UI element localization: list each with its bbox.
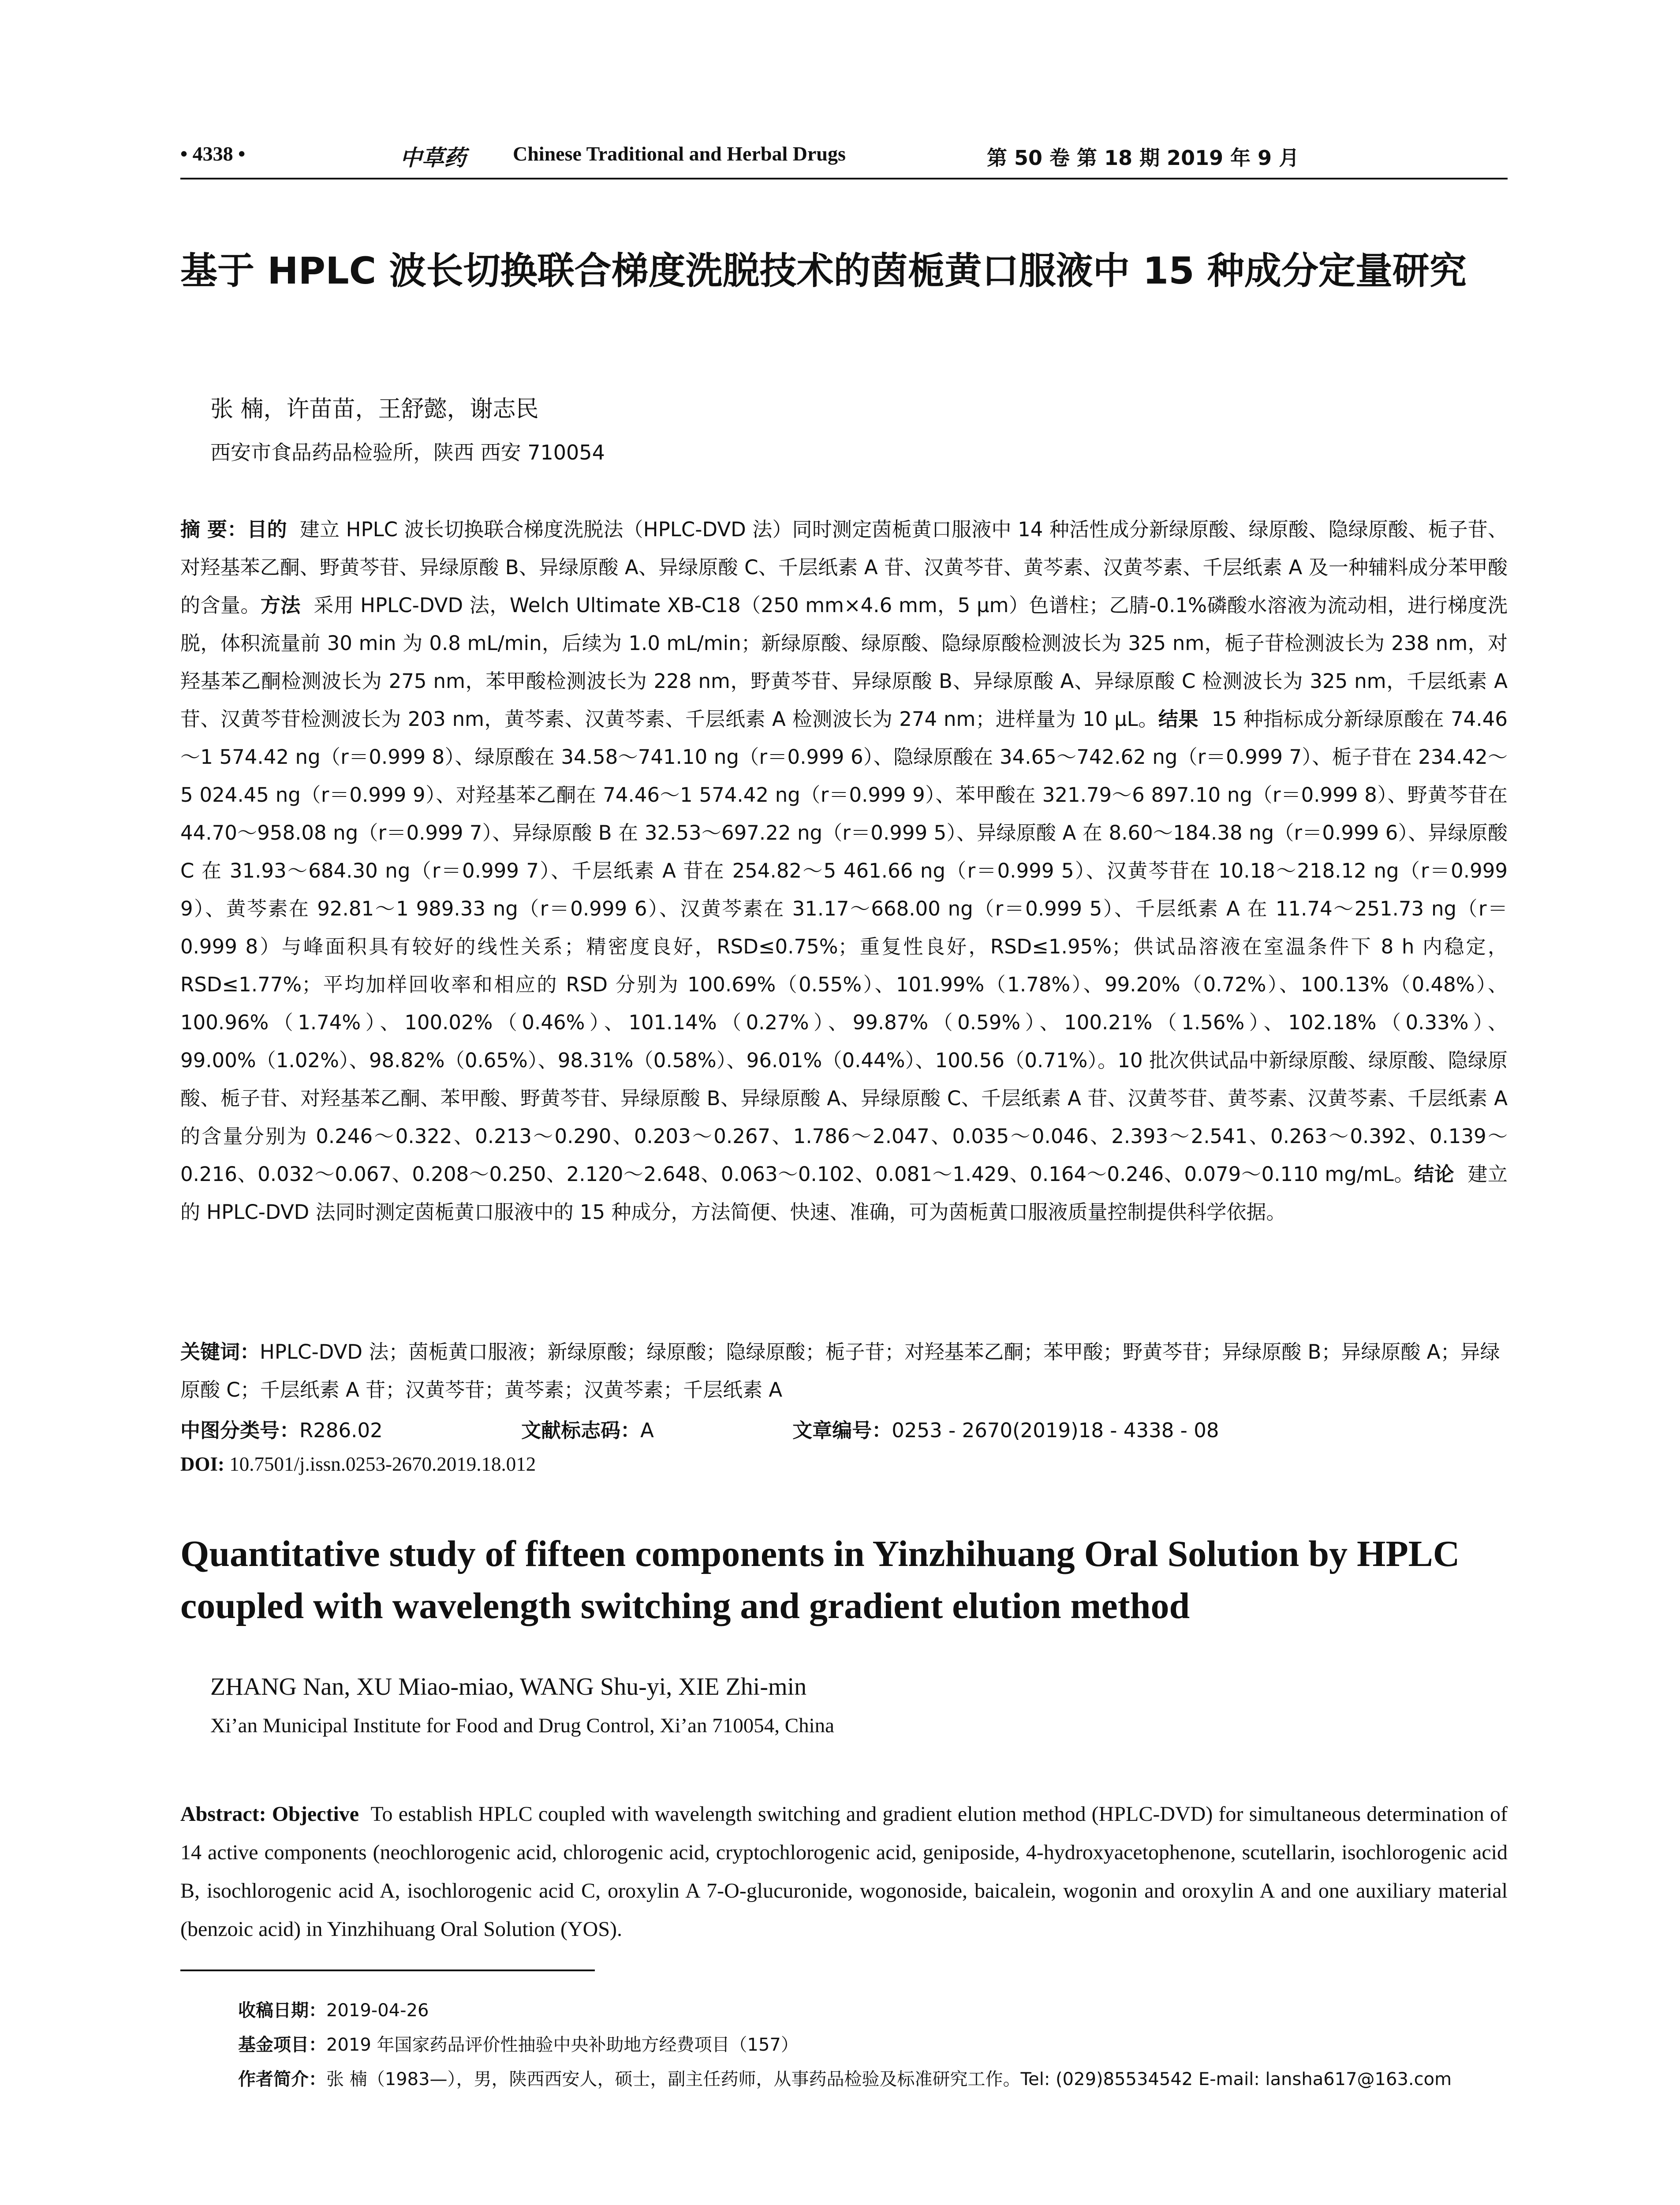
footnote-received	[238, 1993, 1508, 2028]
cn-result-label: 结果	[1158, 707, 1198, 731]
cn-classification	[180, 1414, 1351, 1443]
cn-objective: 建立 HPLC 波长切换联合梯度洗脱法（HPLC-DVD 法）同时测定茵栀黄口服液中 14 种活性成分新绿原酸、绿原酸、隐绿原酸、栀子苷、对羟基苯乙酮、野黄芩苷、异绿原酸 B、异绿原酸 A、异绿原酸 C、千层纸素 A 苷、汉黄芩苷、黄芩素、汉黄芩素、千层纸素 A 及一种辅料成分苯甲酸的含量。	[180, 518, 1508, 617]
fund-value: 2019 年国家药品评价性抽验中央补助地方经费项目（157）	[326, 2035, 799, 2055]
en-title: Quantitative study of fifteen components in Yinzhihuang Oral Solution by HPLC coupled with wavelength switching and gradient elution method	[180, 1533, 1460, 1626]
cn-result: 15 种指标成分新绿原酸在 74.46～1 574.42 ng（r＝0.999 8）、绿原酸在 34.58～741.10 ng（r＝0.999 6）、隐绿原酸在 34.65～742.62 ng（r＝0.999 7）、栀子苷在 234.42～5 024.45 ng（r＝0.999 9）、对羟基苯乙酮在 74.46～1 574.42 ng（r＝0.999 9）、苯甲酸在 321.79～6 897.10 ng（r＝0.999 8）、野黄芩苷在 44.70～958.08 ng（r＝0.999 7）、异绿原酸 B 在 32.53～697.22 ng（r＝0.999 5）、异绿原酸 A 在 8.60～184.38 ng（r＝0.999 6）、异绿原酸 C 在 31.93～684.30 ng（r＝0.999 7）、千层纸素 A 苷在 254.82～5 461.66 ng（r＝0.999 5）、汉黄芩苷在 10.18～218.12 ng（r＝0.999 9）、黄芩素在 92.81～1 989.33 ng（r＝0.999 6）、汉黄芩素在 31.17～668.00 ng（r＝0.999 5）、千层纸素 A 在 11.74～251.73 ng（r＝0.999 8）与峰面积具有较好的线性关系；精密度良好，RSD≤0.75%；重复性良好，RSD≤1.95%；供试品溶液在室温条件下 8 h 内稳定，RSD≤1.77%；平均加样回收率和相应的 RSD 分别为 100.69%（0.55%）、101.99%（1.78%）、99.20%（0.72%）、100.13%（0.48%）、100.96%（1.74%）、100.02%（0.46%）、101.14%（0.27%）、99.87%（0.59%）、100.21%（1.56%）、102.18%（0.33%）、99.00%（1.02%）、98.82%（0.65%）、98.31%（0.58%）、96.01%（0.44%）、100.56（0.71%）。10 批次供试品中新绿原酸、绿原酸、隐绿原酸、栀子苷、对羟基苯乙酮、苯甲酸、野黄芩苷、异绿原酸 B、异绿原酸 A、异绿原酸 C、千层纸素 A 苷、汉黄芩苷、黄芩素、汉黄芩素、千层纸素 A 的含量分别为 0.246～0.322、0.213～0.290、0.203～0.267、1.786～2.047、0.035～0.046、2.393～2.541、0.263～0.392、0.139～0.216、0.032～0.067、0.208～0.250、2.120～2.648、0.063～0.102、0.081～1.429、0.164～0.246、0.079～0.110 mg/mL。	[180, 707, 1508, 1186]
doc-code-group	[521, 1414, 720, 1443]
cn-method-label: 方法	[260, 594, 301, 617]
doc-code-value: A	[640, 1419, 654, 1442]
journal-logo: 中草药	[400, 145, 466, 171]
clc-label: 中图分类号：	[180, 1419, 300, 1442]
received-value: 2019-04-26	[326, 2000, 429, 2021]
page-number: • 4338 •	[180, 142, 246, 165]
doi-value[interactable]: 10.7501/j.issn.0253-2670.2019.18.012	[229, 1453, 536, 1475]
clc-value: R286.02	[299, 1419, 383, 1442]
cn-keywords	[180, 1333, 1508, 1409]
cn-abstract-label: 摘 要：	[180, 518, 247, 541]
author-value: 张 楠（1983—），男，陕西西安人，硕士，副主任药师，从事药品检验及标准研究工作。Tel: (029)85534542 E-mail: lansha617@163.com	[326, 2069, 1452, 2089]
en-abstract	[180, 1795, 1508, 1948]
article-no-group	[792, 1414, 1285, 1443]
en-authors: ZHANG Nan, XU Miao-miao, WANG Shu-yi, XIE Zhi-min	[210, 1673, 807, 1700]
article-no-value: 0253 - 2670(2019)18 - 4338 - 08	[892, 1419, 1219, 1442]
en-affiliation: Xi’an Municipal Institute for Food and Drug Control, Xi’an 710054, China	[210, 1714, 835, 1737]
en-abstract-label: Abstract:	[180, 1802, 266, 1826]
doi	[180, 1453, 536, 1476]
issue-info: 第 50 卷 第 18 期 2019 年 9 月	[987, 146, 1299, 170]
cn-conclusion-label: 结论	[1414, 1162, 1455, 1186]
footnote-fund	[238, 2028, 1508, 2062]
cn-abstract	[180, 511, 1508, 1231]
cn-objective-label: 目的	[247, 518, 287, 541]
journal-name: Chinese Traditional and Herbal Drugs	[513, 142, 846, 165]
cn-keywords-label: 关键词：	[180, 1340, 260, 1364]
cn-conclusion: 建立的 HPLC-DVD 法同时测定茵栀黄口服液中的 15 种成分，方法简便、快速、准确，可为茵栀黄口服液质量控制提供科学依据。	[180, 1162, 1508, 1224]
clc-group	[180, 1414, 449, 1443]
en-objective: To establish HPLC coupled with wavelength switching and gradient elution method (HPLC-DVD) for simultaneous determination of 14 active components (neochlorogenic acid, chlorogenic acid, cryptochlorogenic acid, geniposide, 4-hydroxyacetophenone, scutellarin, isochlorogenic acid B, isochlorogenic acid A, isochlorogenic acid C, oroxylin A 7-O-glucuronide, wogonoside, baicalein, wogonin and oroxylin A and one auxiliary material (benzoic acid) in Yinzhihuang Oral Solution (YOS).	[180, 1802, 1508, 1941]
footnote-author	[238, 2062, 1508, 2097]
doc-code-label: 文献标志码：	[521, 1419, 641, 1442]
fund-label: 基金项目：	[238, 2035, 326, 2055]
cn-title: 基于 HPLC 波长切换联合梯度洗脱技术的茵栀黄口服液中 15 种成分定量研究	[180, 249, 1467, 292]
en-objective-label: Objective	[272, 1802, 359, 1826]
received-label: 收稿日期：	[238, 2000, 326, 2021]
footnotes	[238, 1993, 1508, 2097]
header-rule	[180, 178, 1508, 179]
cn-method: 采用 HPLC-DVD 法，Welch Ultimate XB-C18（250 mm×4.6 mm，5 μm）色谱柱；乙腈-0.1%磷酸水溶液为流动相，进行梯度洗脱，体积流量前 30 min 为 0.8 mL/min，后续为 1.0 mL/min；新绿原酸、绿原酸、隐绿原酸检测波长为 325 nm，栀子苷检测波长为 238 nm，对羟基苯乙酮检测波长为 275 nm，苯甲酸检测波长为 228 nm，野黄芩苷、异绿原酸 B、异绿原酸 A、异绿原酸 C 检测波长为 325 nm，千层纸素 A 苷、汉黄芩苷检测波长为 203 nm，黄芩素、汉黄芩素、千层纸素 A 检测波长为 274 nm；进样量为 10 μL。	[180, 594, 1508, 731]
cn-keywords-text: HPLC-DVD 法；茵栀黄口服液；新绿原酸；绿原酸；隐绿原酸；栀子苷；对羟基苯乙酮；苯甲酸；野黄芩苷；异绿原酸 B；异绿原酸 A；异绿原酸 C；千层纸素 A 苷；汉黄芩苷；黄芩素；汉黄芩素；千层纸素 A	[180, 1340, 1500, 1401]
cn-authors: 张 楠，许苗苗，王舒懿，谢志民	[210, 396, 539, 422]
footnote-rule	[180, 1970, 595, 1971]
author-label: 作者简介：	[238, 2069, 326, 2089]
cn-affiliation: 西安市食品药品检验所，陕西 西安 710054	[210, 441, 605, 464]
doi-label: DOI:	[180, 1453, 224, 1475]
article-no-label: 文章编号：	[792, 1419, 892, 1442]
